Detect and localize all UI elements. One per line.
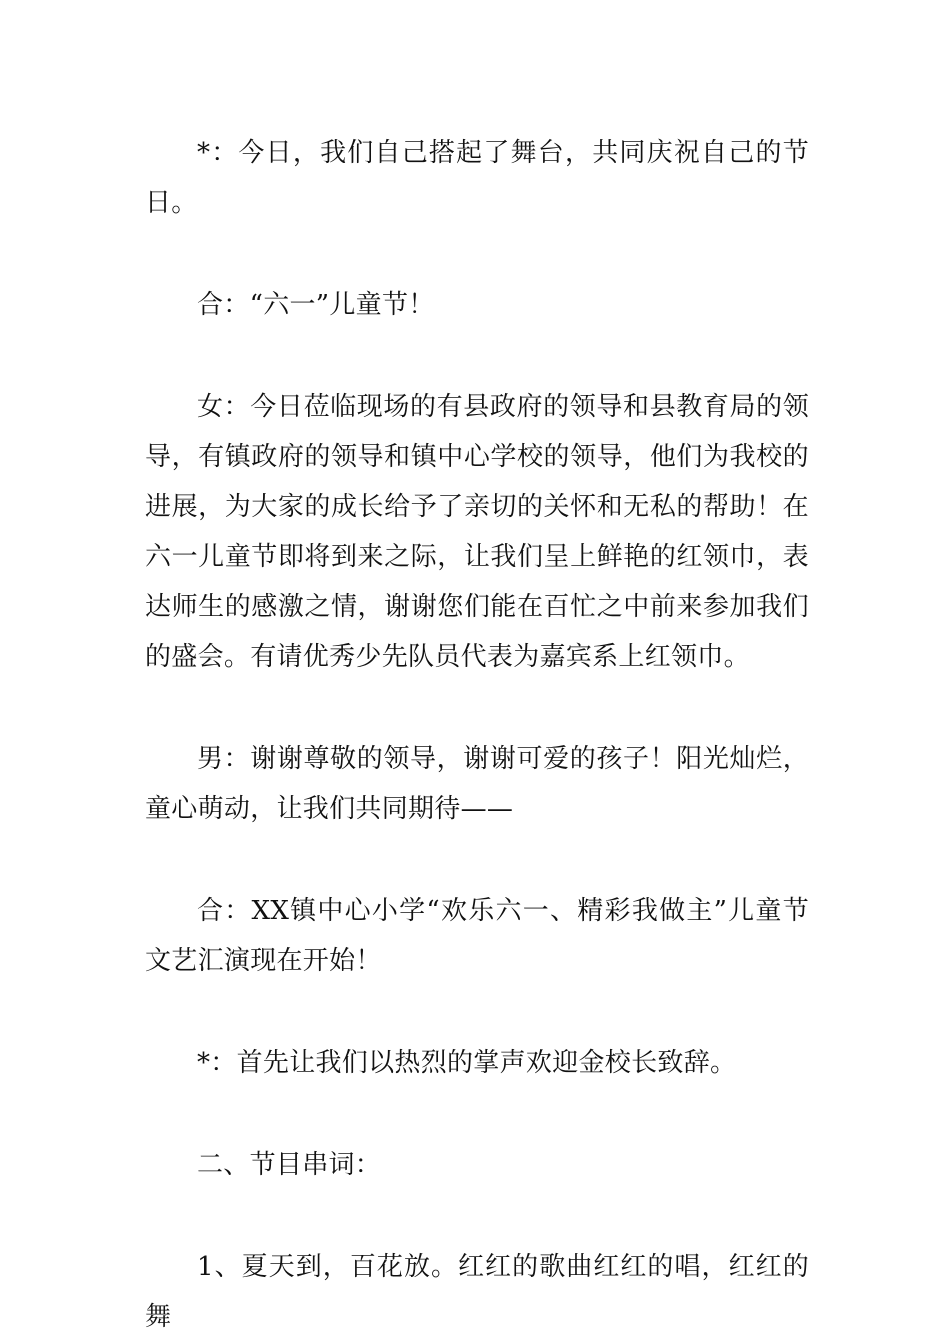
paragraph-host-opening: *：今日，我们自己搭起了舞台，共同庆祝自己的节日。 xyxy=(145,138,809,218)
paragraph-chorus-childrens-day: 合：“六一”儿童节！ xyxy=(197,290,435,320)
paragraph-principal-speech: *：首先让我们以热烈的掌声欢迎金校长致辞。 xyxy=(197,1048,737,1078)
paragraph-female-host: 女：今日莅临现场的有县政府的领导和县教育局的领导，有镇政府的领导和镇中心学校的领导，他们为我校的进展，为大家的成长给予了亲切的关怀和无私的帮助！在六一儿童节即将到来之际，让我们呈上鲜艳的红领巾，表达师生的感激之情，谢谢您们能在百忙之中前来参加我们的盛会。有请优秀少先队员代表为嘉宾系上红领巾。 xyxy=(145,392,809,672)
paragraph-chorus-opening-announcement: 合：XX镇中心小学“欢乐六一、精彩我做主”儿童节文艺汇演现在开始！ xyxy=(145,896,809,976)
paragraph-program-item-1: 1、夏天到，百花放。红红的歌曲红红的唱，红红的舞 xyxy=(145,1252,809,1332)
section-heading-program-lines: 二、节目串词： xyxy=(197,1150,382,1180)
document-body xyxy=(145,128,809,1342)
paragraph-male-host: 男：谢谢尊敬的领导，谢谢可爱的孩子！阳光灿烂，童心萌动，让我们共同期待—— xyxy=(145,744,809,824)
